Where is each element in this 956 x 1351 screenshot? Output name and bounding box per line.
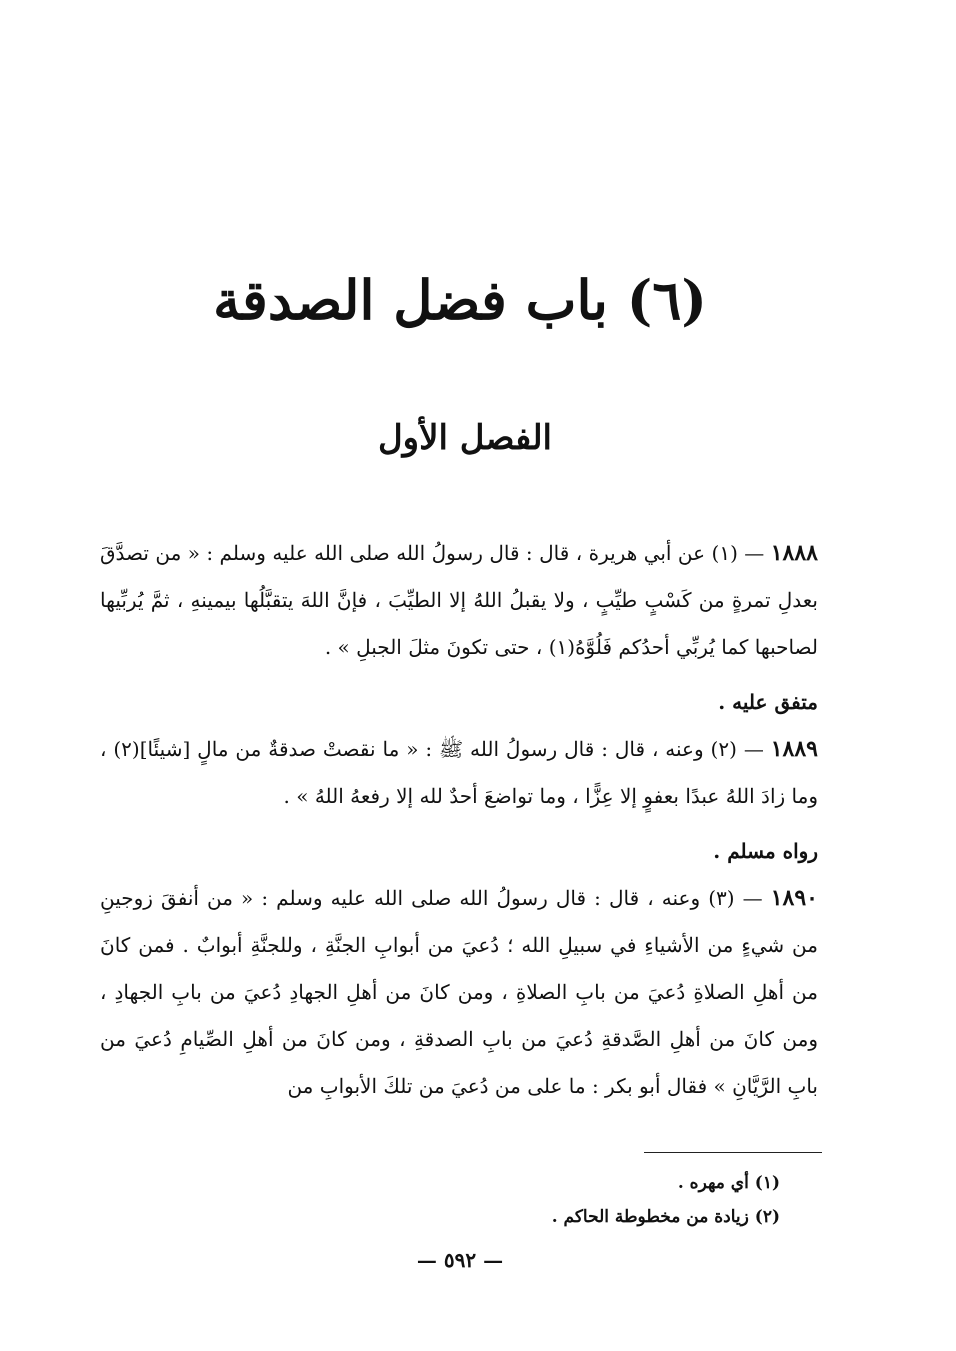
- hadith-text: — (١) عن أبي هريرة ، قال : قال رسولُ الله صلى الله عليه وسلم : « من تصدَّقَ بعدلِ تمرةٍ من كَسْبٍ طيِّبٍ ، ولا يقبلُ اللهُ إلا الطيِّبَ ، فإنَّ اللهَ يتقبَّلُها بيمينهِ ، ثمَّ يُربِّيها لصاحبها كما يُربِّي أحدُكم فَلُوَّهُ(١) ، حتى تكونَ مثلَ الجبلِ » .: [100, 541, 818, 659]
- hadith-number: ١٨٨٨: [770, 540, 818, 566]
- footnote-divider: [644, 1152, 822, 1153]
- footnote-2: (٢) زيادة من مخطوطة الحاكم .: [551, 1207, 780, 1227]
- hadith-source: رواه مسلم .: [713, 839, 818, 863]
- hadith-source: متفق عليه .: [718, 690, 818, 714]
- hadith-number: ١٨٨٩: [770, 736, 818, 762]
- hadith-1890: [100, 875, 818, 1110]
- chapter-title: (٦) باب فضل الصدقة: [213, 268, 707, 332]
- hadith-text: — (٢) وعنه ، قال : قال رسولُ الله ﷺ : « ما نقصتْ صدقةٌ من مالٍ [شيئًا](٢) ، وما زادَ اللهُ عبدًا بعفوٍ إلا عِزًّا ، وما تواضعَ أحدٌ لله إلا رفعهُ اللهُ » .: [100, 737, 818, 808]
- footnotes: [380, 1166, 780, 1234]
- page-number: — ٥٩٢ —: [416, 1248, 504, 1272]
- hadith-body: [100, 530, 818, 1118]
- footnote-1: (١) أي مهره .: [677, 1173, 780, 1193]
- hadith-1888: [100, 530, 818, 671]
- hadith-text: — (٣) وعنه ، قال : قال رسولُ الله صلى الله عليه وسلم : « من أنفقَ زوجينِ من شيءٍ من الأشياءِ في سبيلِ الله ؛ دُعيَ من أبوابِ الجنَّةِ ، وللجنَّةِ أبوابٌ . فمن كانَ من أهلِ الصلاةِ دُعيَ من بابِ الصلاةِ ، ومن كانَ من أهلِ الجهادِ دُعيَ من بابِ الجهادِ ، ومن كانَ من أهلِ الصَّدقةِ دُعيَ من بابِ الصدقةِ ، ومن كانَ من أهلِ الصِّيامِ دُعيَ من بابِ الرَّيَّانِ » فقال أبو بكر : ما على من دُعيَ من تلكَ الأبوابِ من: [100, 886, 818, 1098]
- section-title: الفصل الأول: [377, 418, 553, 458]
- hadith-1889: [100, 726, 818, 820]
- hadith-number: ١٨٩٠: [770, 885, 818, 911]
